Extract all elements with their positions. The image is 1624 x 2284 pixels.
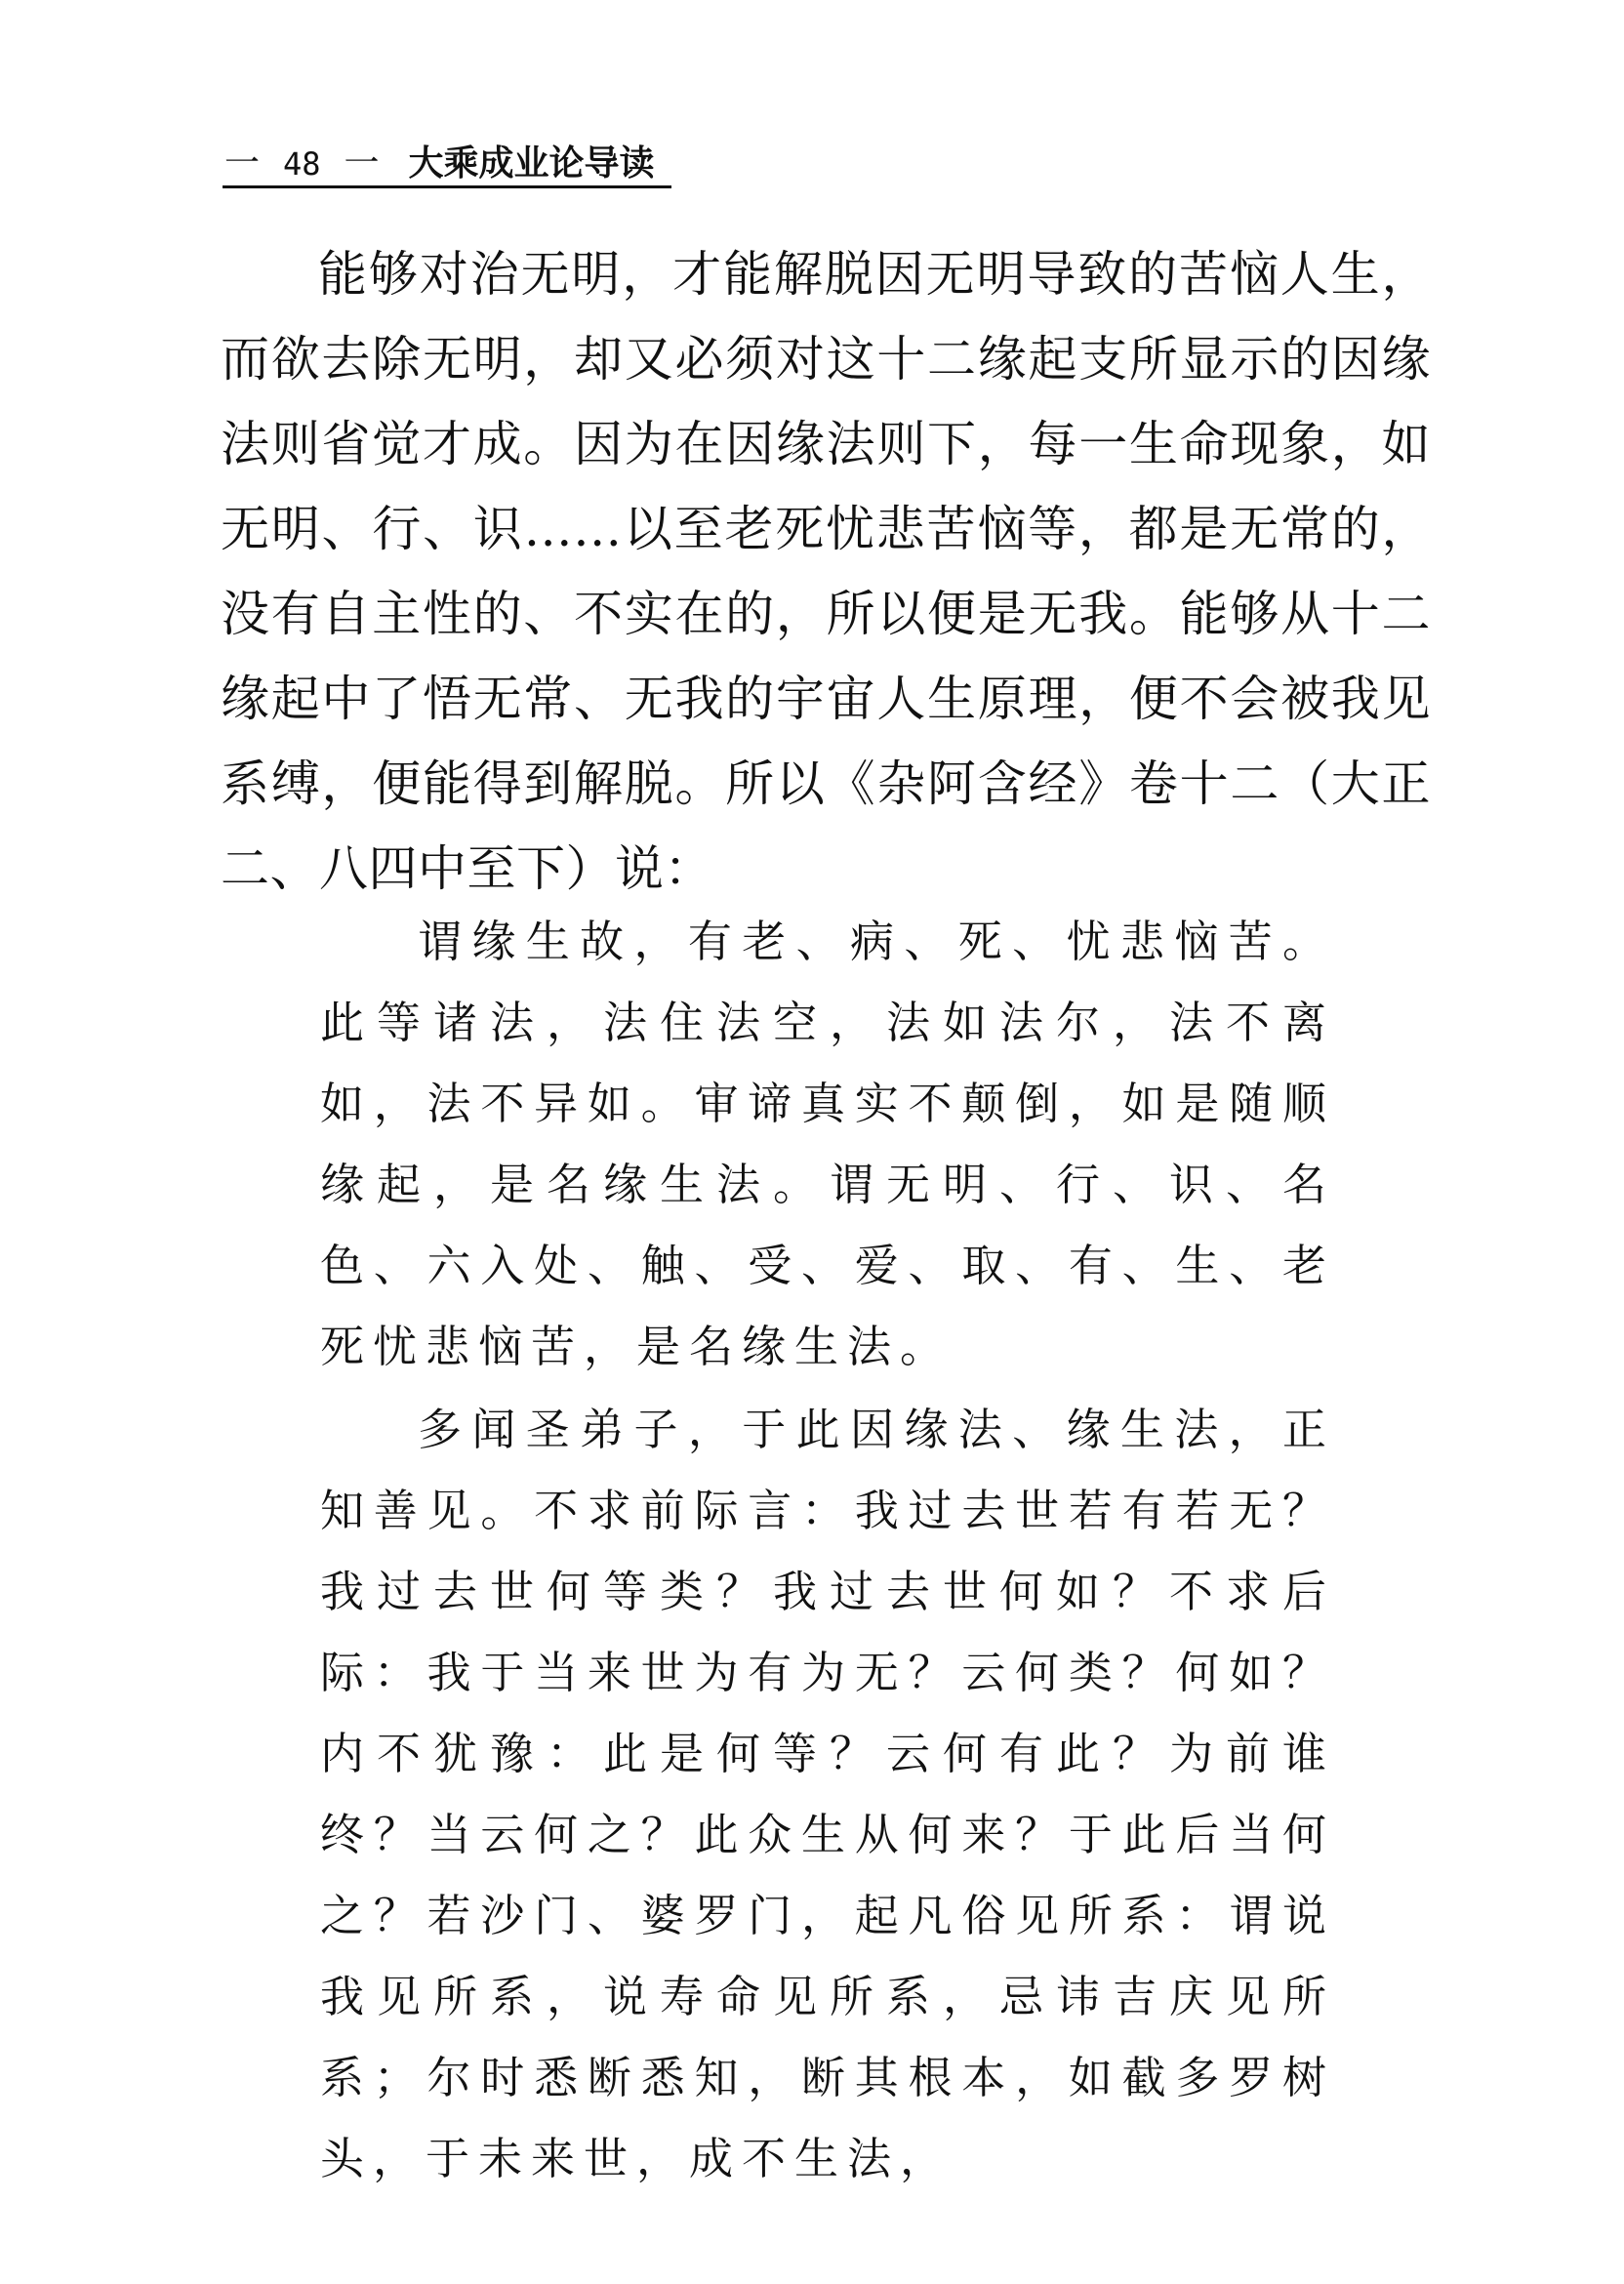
header-dash-right: 一 — [344, 143, 380, 184]
page-number: 48 — [283, 145, 321, 183]
quotation-block — [320, 901, 1335, 1387]
book-title: 大乘成业论导读 — [408, 143, 655, 184]
quotation-block — [320, 1389, 1335, 2199]
main-text — [221, 232, 1431, 912]
body-paragraph: 能够对治无明，才能解脱因无明导致的苦恼人生，而欲去除无明，却又必须对这十二缘起支所显示的因缘法则省觉才成。因为在因缘法则下，每一生命现象，如无明、行、识……以至老死忧悲苦恼等，都是无常的，没有自主性的、不实在的，所以便是无我。能够从十二缘起中了悟无常、无我的宇宙人生原理，便不会被我见系缚，便能得到解脱。所以《杂阿含经》卷十二（大正二、八四中至下）说： — [221, 246, 1431, 897]
header-dash-left: 一 — [223, 143, 260, 184]
running-header — [223, 137, 671, 188]
quote-paragraph: 谓缘生故，有老、病、死、忧悲恼苦。此等诸法，法住法空，法如法尔，法不离如，法不异如。审谛真实不颠倒，如是随顺缘起，是名缘生法。谓无明、行、识、名色、六入处、触、受、爱、取、有、生、老死忧悲恼苦，是名缘生法。 — [320, 916, 1335, 1372]
quote-paragraph: 多闻圣弟子，于此因缘法、缘生法，正知善见。不求前际言：我过去世若有若无？我过去世何等类？我过去世何如？不求后际：我于当来世为有为无？云何类？何如？内不犹豫：此是何等？云何有此？为前谁终？当云何之？此众生从何来？于此后当何之？若沙门、婆罗门，起凡俗见所系：谓说我见所系，说寿命见所系，忌讳吉庆见所系；尔时悉断悉知，断其根本，如截多罗树头，于未来世，成不生法， — [320, 1404, 1335, 2184]
